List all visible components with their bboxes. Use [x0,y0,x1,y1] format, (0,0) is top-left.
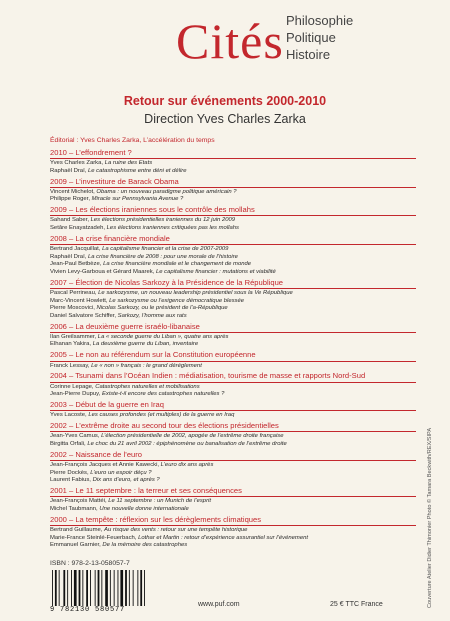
toc-entry [50,527,416,535]
publisher-url: www.puf.com [198,601,240,608]
entry-author: Philippe Roger, [50,196,92,203]
toc-entry [50,189,416,197]
toc-entry [50,341,416,349]
entry-author: Jean-François Jacques et Annie Kawecki, [50,462,161,468]
entry-author: Franck Lessay, [50,362,92,369]
toc-entry [50,470,416,478]
toc-entry [50,246,416,254]
cites-logo: Cités [176,13,284,69]
toc-entry [50,261,416,269]
barcode-bar [55,570,57,606]
entry-title: La crise financière mondiale et le changement de monde [103,261,252,268]
barcode-bar [90,570,91,606]
tagline-line: Histoire [286,47,331,62]
entry-author: Corinne Lepage, [50,383,96,390]
toc-section [50,486,416,513]
entry-title: La crise financière de 2008 : pour une morale de l’histoire [87,253,238,260]
toc-section [50,278,416,320]
barcode-bar [95,570,96,606]
entry-author: Daniel Salvatore Schiffer, [50,312,118,319]
entry-author: Ilan Greilsammer, [50,333,98,340]
tagline-line: Politique [286,30,336,45]
entry-author: Jean-Pierre Dupuy, [50,391,102,398]
entry-title: L’élection présidentielle de 2002, apogée de l’extrême droite française [101,433,284,440]
entry-title: Dix ans d’euro, et après ? [92,477,160,484]
entry-title: Le 11 septembre : un Munich de l’esprit [108,498,211,505]
entry-author: Vincent Michelot, [50,188,97,195]
barcode-bar [137,570,138,606]
entry-author: Marc-Vincent Howlett, [50,297,110,304]
section-title: 2009 – L’investiture de Barack Obama [50,177,416,188]
toc-entry [50,498,416,506]
section-title: 2008 – La crise financière mondiale [50,234,416,245]
entry-title: Le sarkozysme, un nouveau leadership présidentiel sous la Ve République [98,289,293,296]
section-title: 2000 – La tempête : réflexion sur les dérèglements climatiques [50,515,416,526]
toc-entry [50,384,416,392]
entry-title: Existe-t-il encore des catastrophes naturelles ? [101,391,225,398]
section-title: 2007 – Élection de Nicolas Sarkozy à la Présidence de la République [50,278,416,289]
toc-section [50,148,416,175]
barcode-number: 9 782130 580577 [50,606,126,614]
entry-title: Au risque des vents : retour sur une tempête historique [104,526,248,533]
cover-credit: Couverture Atelier Didier Thimonier Photo © Tamara Beckwith/REX/SIPA [427,427,433,608]
section-title: 2005 – Le non au référendum sur la Constitution européenne [50,350,416,361]
entry-title: L’euro un espoir déçu ? [90,469,152,476]
entry-title: Le « non » français : le grand déréglement [91,362,202,369]
barcode-bar [144,570,145,606]
barcode-bar [125,570,127,606]
barcode-bar [133,570,134,606]
entry-title: Nicolas Sarkozy, ou le président de l’a-République [96,305,228,312]
barcode-bar [140,570,142,606]
toc-section [50,515,416,550]
entry-title: La deuxième guerre du Liban, inventaire [92,341,199,348]
entry-title: De la mémoire des catastrophes [102,542,188,549]
entry-author: Yves Lacoste, [50,412,89,419]
section-title: 2006 – La deuxième guerre israélo-libanaise [50,322,416,333]
toc-entry [50,196,416,204]
isbn: ISBN : 978-2-13-058057-7 [50,560,130,567]
toc-section [50,322,416,349]
entry-title: Le sarkozysme ou l’exigence démocratique blessée [109,297,245,304]
entry-title: Miracle sur Pennsylvania Avenue ? [91,196,184,203]
entry-author: Pascal Perrineau, [50,289,99,296]
price: 25 € TTC France [330,601,383,608]
entry-author: Emmanuel Garnier, [50,542,103,549]
entry-title: Le choc du 21 avril 2002 : épiphénomène ou banalisation de l’extrême droite [87,440,287,447]
toc-entry [50,254,416,262]
toc-entry [50,160,416,168]
entry-title: Le capitalisme financier : mutations et viabilité [155,268,276,275]
barcode-bar [118,570,119,606]
entry-title: Sarkozy, l’homme aux rats [117,312,187,319]
section-title: 2010 – L’effondrement ? [50,148,416,159]
section-title: 2002 – Naissance de l’euro [50,450,416,461]
barcode-bar [63,570,65,606]
toc-section [50,421,416,448]
entry-title: Lothar et Martin : retour d’expérience assurantiel sur l’événement [138,534,309,541]
toc-section [50,371,416,398]
entry-title: L’euro dix ans après [160,462,214,468]
barcode-bar [71,570,72,606]
table-of-contents [50,137,416,551]
entry-title: Une nouvelle donne internationale [99,505,189,512]
toc-section [50,450,416,485]
entry-author: Jean-Paul Betbèze, [50,261,104,268]
entry-title: Le catastrophisme entre déni et délire [87,167,187,174]
entry-title: La « seconde guerre du Liban », quatre ans après [97,333,229,340]
entry-title: Les élections présidentielles iraniennes du 12 juin 2009 [90,217,236,224]
toc-entry [50,217,416,225]
barcode-bar [79,570,81,606]
barcode-bar [114,570,115,606]
toc-entry [50,363,416,371]
barcode-bar [59,570,60,606]
entry-title: Catastrophes naturelles et mobilisations [95,383,200,390]
barcode-bar [120,570,123,606]
barcode-bar [129,570,130,606]
toc-entry [50,433,416,441]
issue-title: Retour sur événements 2000-2010 [123,94,327,108]
entry-author: Birgitta Orfali, [50,440,88,447]
toc-entry [50,298,416,306]
section-title: 2002 – L’extrême droite au second tour des élections présidentielles [50,421,416,432]
toc-entry [50,506,416,514]
toc-entry [50,542,416,550]
entry-author: Michel Taubmann, [50,505,100,512]
entry-title: Les élections iraniennes critiquées pas les mollahs [106,225,239,232]
toc-entry [50,477,416,485]
toc-section [50,177,416,204]
entry-author: Marie-France Steinlé-Feuerbach, [50,534,139,541]
toc-entry [50,535,416,543]
toc-section [50,400,416,420]
entry-author: Raphaël Draï, [50,167,88,174]
section-title: 2009 – Les élections iraniennes sous le contrôle des mollahs [50,205,416,216]
toc-section [50,205,416,232]
entry-author: Sahand Saber, [50,217,91,224]
entry-author: Vivien Levy-Garboua et Gérard Maarek, [50,268,156,275]
toc-section [50,234,416,276]
masthead [0,0,450,88]
toc-entry [50,441,416,449]
toc-entry [50,269,416,277]
barcode-bar [110,570,111,606]
toc-entry [50,225,416,233]
entry-author: Setâre Enayatzadeh, [50,225,107,232]
barcode-bar [98,570,100,606]
entry-author: Pierre Dockès, [50,469,91,476]
entry-author: Jean-François Mattéi, [50,498,109,505]
barcode-bar [105,570,108,606]
section-title: 2003 – Début de la guerre en Iraq [50,400,416,411]
tagline-line: Philosophie [286,13,354,28]
entry-title: Les causes profondes (et multiples) de la guerre en Iraq [88,412,235,419]
barcode-bar [82,570,83,606]
barcode [50,570,158,606]
entry-author: Laurent Fabius, [50,477,93,484]
barcode-bar [67,570,68,606]
toc-entry [50,412,416,420]
entry-author: Raphaël Draï, [50,253,88,260]
toc-entry [50,462,416,470]
toc-entry [50,334,416,342]
entry-author: Jean-Yves Camus, [50,433,102,440]
toc-entry [50,290,416,298]
tagline [286,12,353,63]
entry-author: Bertrand Guillaume, [50,526,105,533]
editorial-line: Éditorial : Yves Charles Zarka, L’accélération du temps [50,137,215,144]
entry-author: Elhanan Yakira, [50,341,93,348]
toc-entry [50,305,416,313]
entry-title: La capitalisme financier et la crise de 2007-2009 [102,246,229,253]
barcode-bar [86,570,88,606]
entry-author: Pierre Moscovici, [50,305,97,312]
barcode-bar [101,570,102,606]
toc-entry [50,391,416,399]
toc-section [50,350,416,370]
section-title: 2001 – Le 11 septembre : la terreur et ses conséquences [50,486,416,497]
section-title: 2004 – Tsunami dans l’Océan Indien : médiatisation, tourisme de masse et rapports Nord-Sud [50,371,416,382]
barcode-bar [52,570,53,606]
entry-author: Yves Charles Zarka, [50,160,105,167]
entry-title: Obama : un nouveau paradigme politique américain ? [96,188,237,195]
toc-entry [50,313,416,321]
entry-author: Bertrand Jacquillat, [50,246,103,253]
barcode-bar [74,570,77,606]
issue-director: Direction Yves Charles Zarka [144,112,306,126]
entry-title: La ruine des États [104,160,153,167]
toc-entry [50,168,416,176]
